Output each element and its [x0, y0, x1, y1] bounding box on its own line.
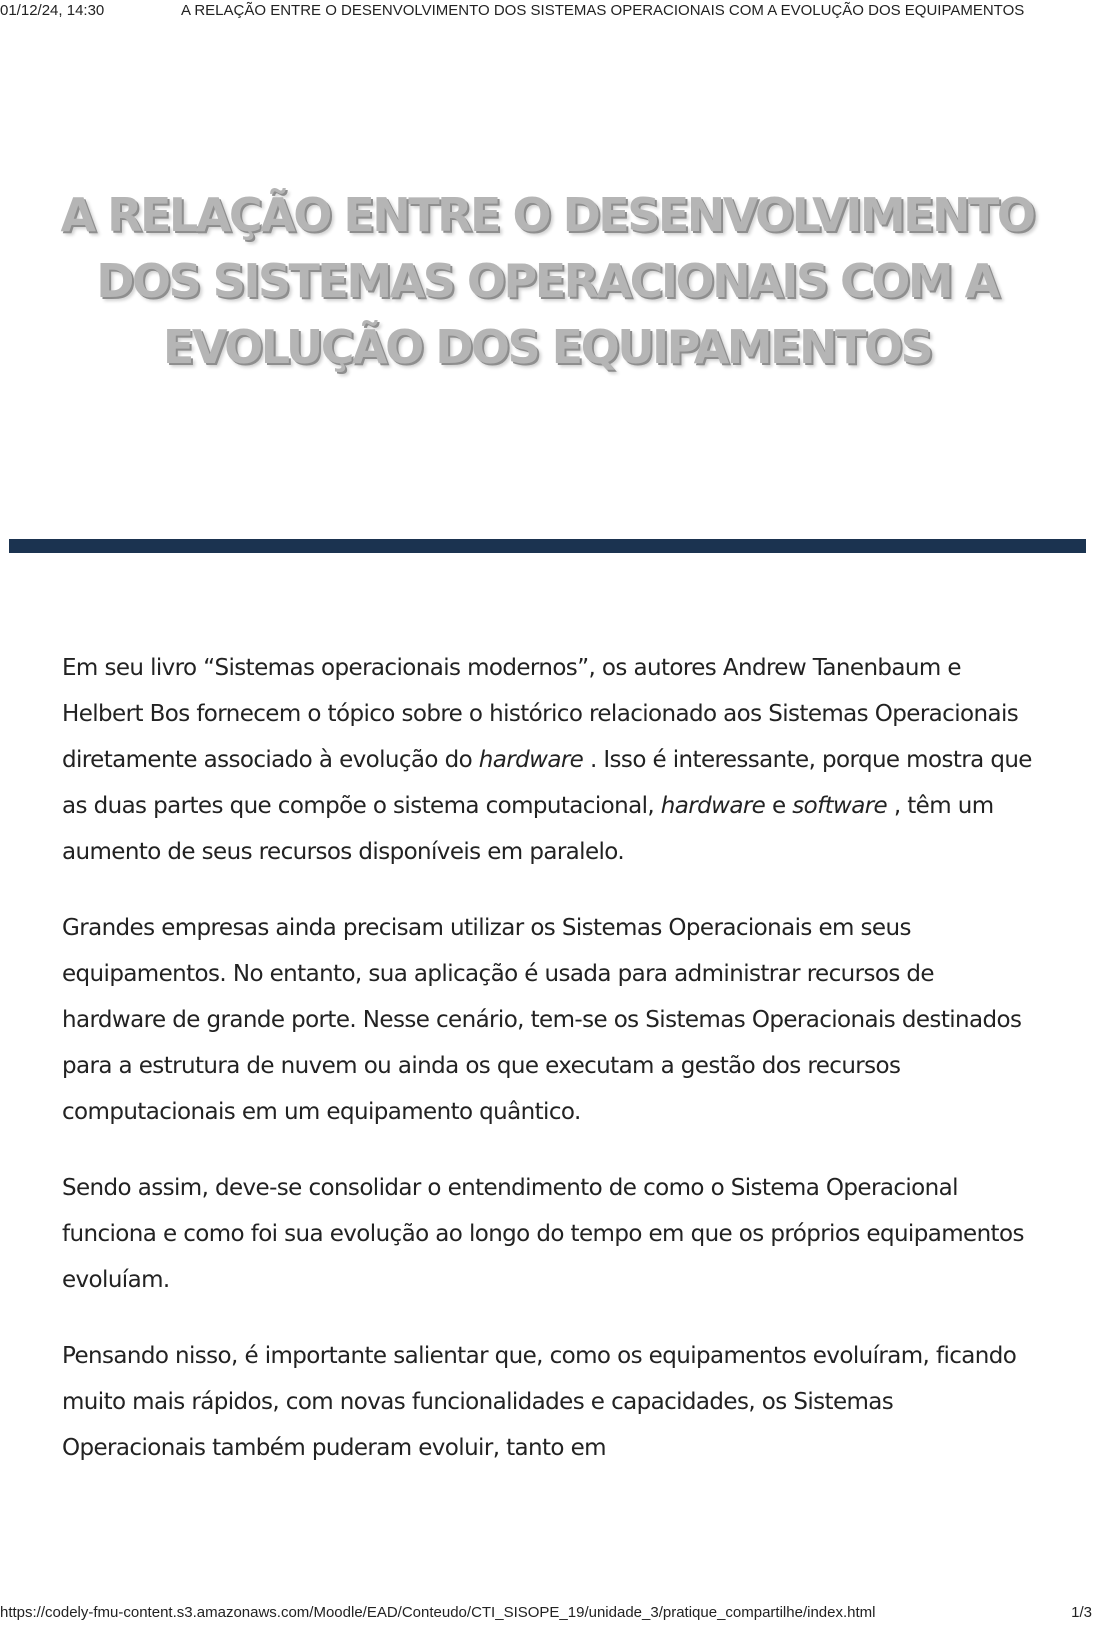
page-title-line: DOS SISTEMAS OPERACIONAIS COM A	[96, 254, 998, 308]
print-document-title: A RELAÇÃO ENTRE O DESENVOLVIMENTO DOS SISTEMAS OPERACIONAIS COM A EVOLUÇÃO DOS EQUIPAMENTOS	[181, 2, 1025, 19]
print-date: 01/12/24, 14:30	[0, 2, 105, 19]
paragraph: Grandes empresas ainda precisam utilizar os Sistemas Operacionais em seus equipamentos. No entanto, sua aplicação é usada para administrar recursos de hardware de grande porte. Nesse cenário, tem-se os Sistemas Operacionais destinados para a estrutura de nuvem ou ainda os que executam a gestão dos recursos computacionais em um equipamento quântico.	[62, 915, 1022, 1125]
article-body	[62, 645, 1042, 1501]
page-title-line: EVOLUÇÃO DOS EQUIPAMENTOS	[162, 320, 932, 374]
page-title	[20, 182, 1074, 380]
emphasis-text: software	[792, 793, 888, 819]
page-title-line: A RELAÇÃO ENTRE O DESENVOLVIMENTO	[60, 188, 1034, 242]
paragraph-text: , têm um aumento de seus recursos disponíveis em paralelo.	[62, 793, 994, 865]
print-header	[0, 0, 1094, 24]
paragraph-text: . Isso é interessante, porque mostra que as duas partes que compõe o sistema computacional,	[62, 747, 1032, 819]
page-number: 1/3	[1071, 1604, 1092, 1621]
emphasis-text: hardware	[478, 747, 584, 773]
emphasis-text: hardware	[660, 793, 766, 819]
paragraph-text: Em seu livro “Sistemas operacionais modernos”, os autores Andrew Tanenbaum e Helbert Bos fornecem o tópico sobre o histórico relacionado aos Sistemas Operacionais diretamente associado à evolução do	[62, 655, 1019, 773]
page-url: https://codely-fmu-content.s3.amazonaws.com/Moodle/EAD/Conteudo/CTI_SISOPE_19/unidade_3/pratique_compartilhe/index.html	[0, 1604, 876, 1621]
paragraph: Sendo assim, deve-se consolidar o entendimento de como o Sistema Operacional funciona e como foi sua evolução ao longo do tempo em que os próprios equipamentos evoluíam.	[62, 1175, 1024, 1293]
paragraph: Pensando nisso, é importante salientar que, como os equipamentos evoluíram, ficando muito mais rápidos, com novas funcionalidades e capacidades, os Sistemas Operacionais também puderam evoluir, tanto em	[62, 1343, 1017, 1461]
paragraph	[62, 645, 1042, 875]
section-divider	[9, 539, 1086, 553]
print-footer	[0, 1604, 1094, 1624]
paragraph-text: e	[765, 793, 793, 819]
